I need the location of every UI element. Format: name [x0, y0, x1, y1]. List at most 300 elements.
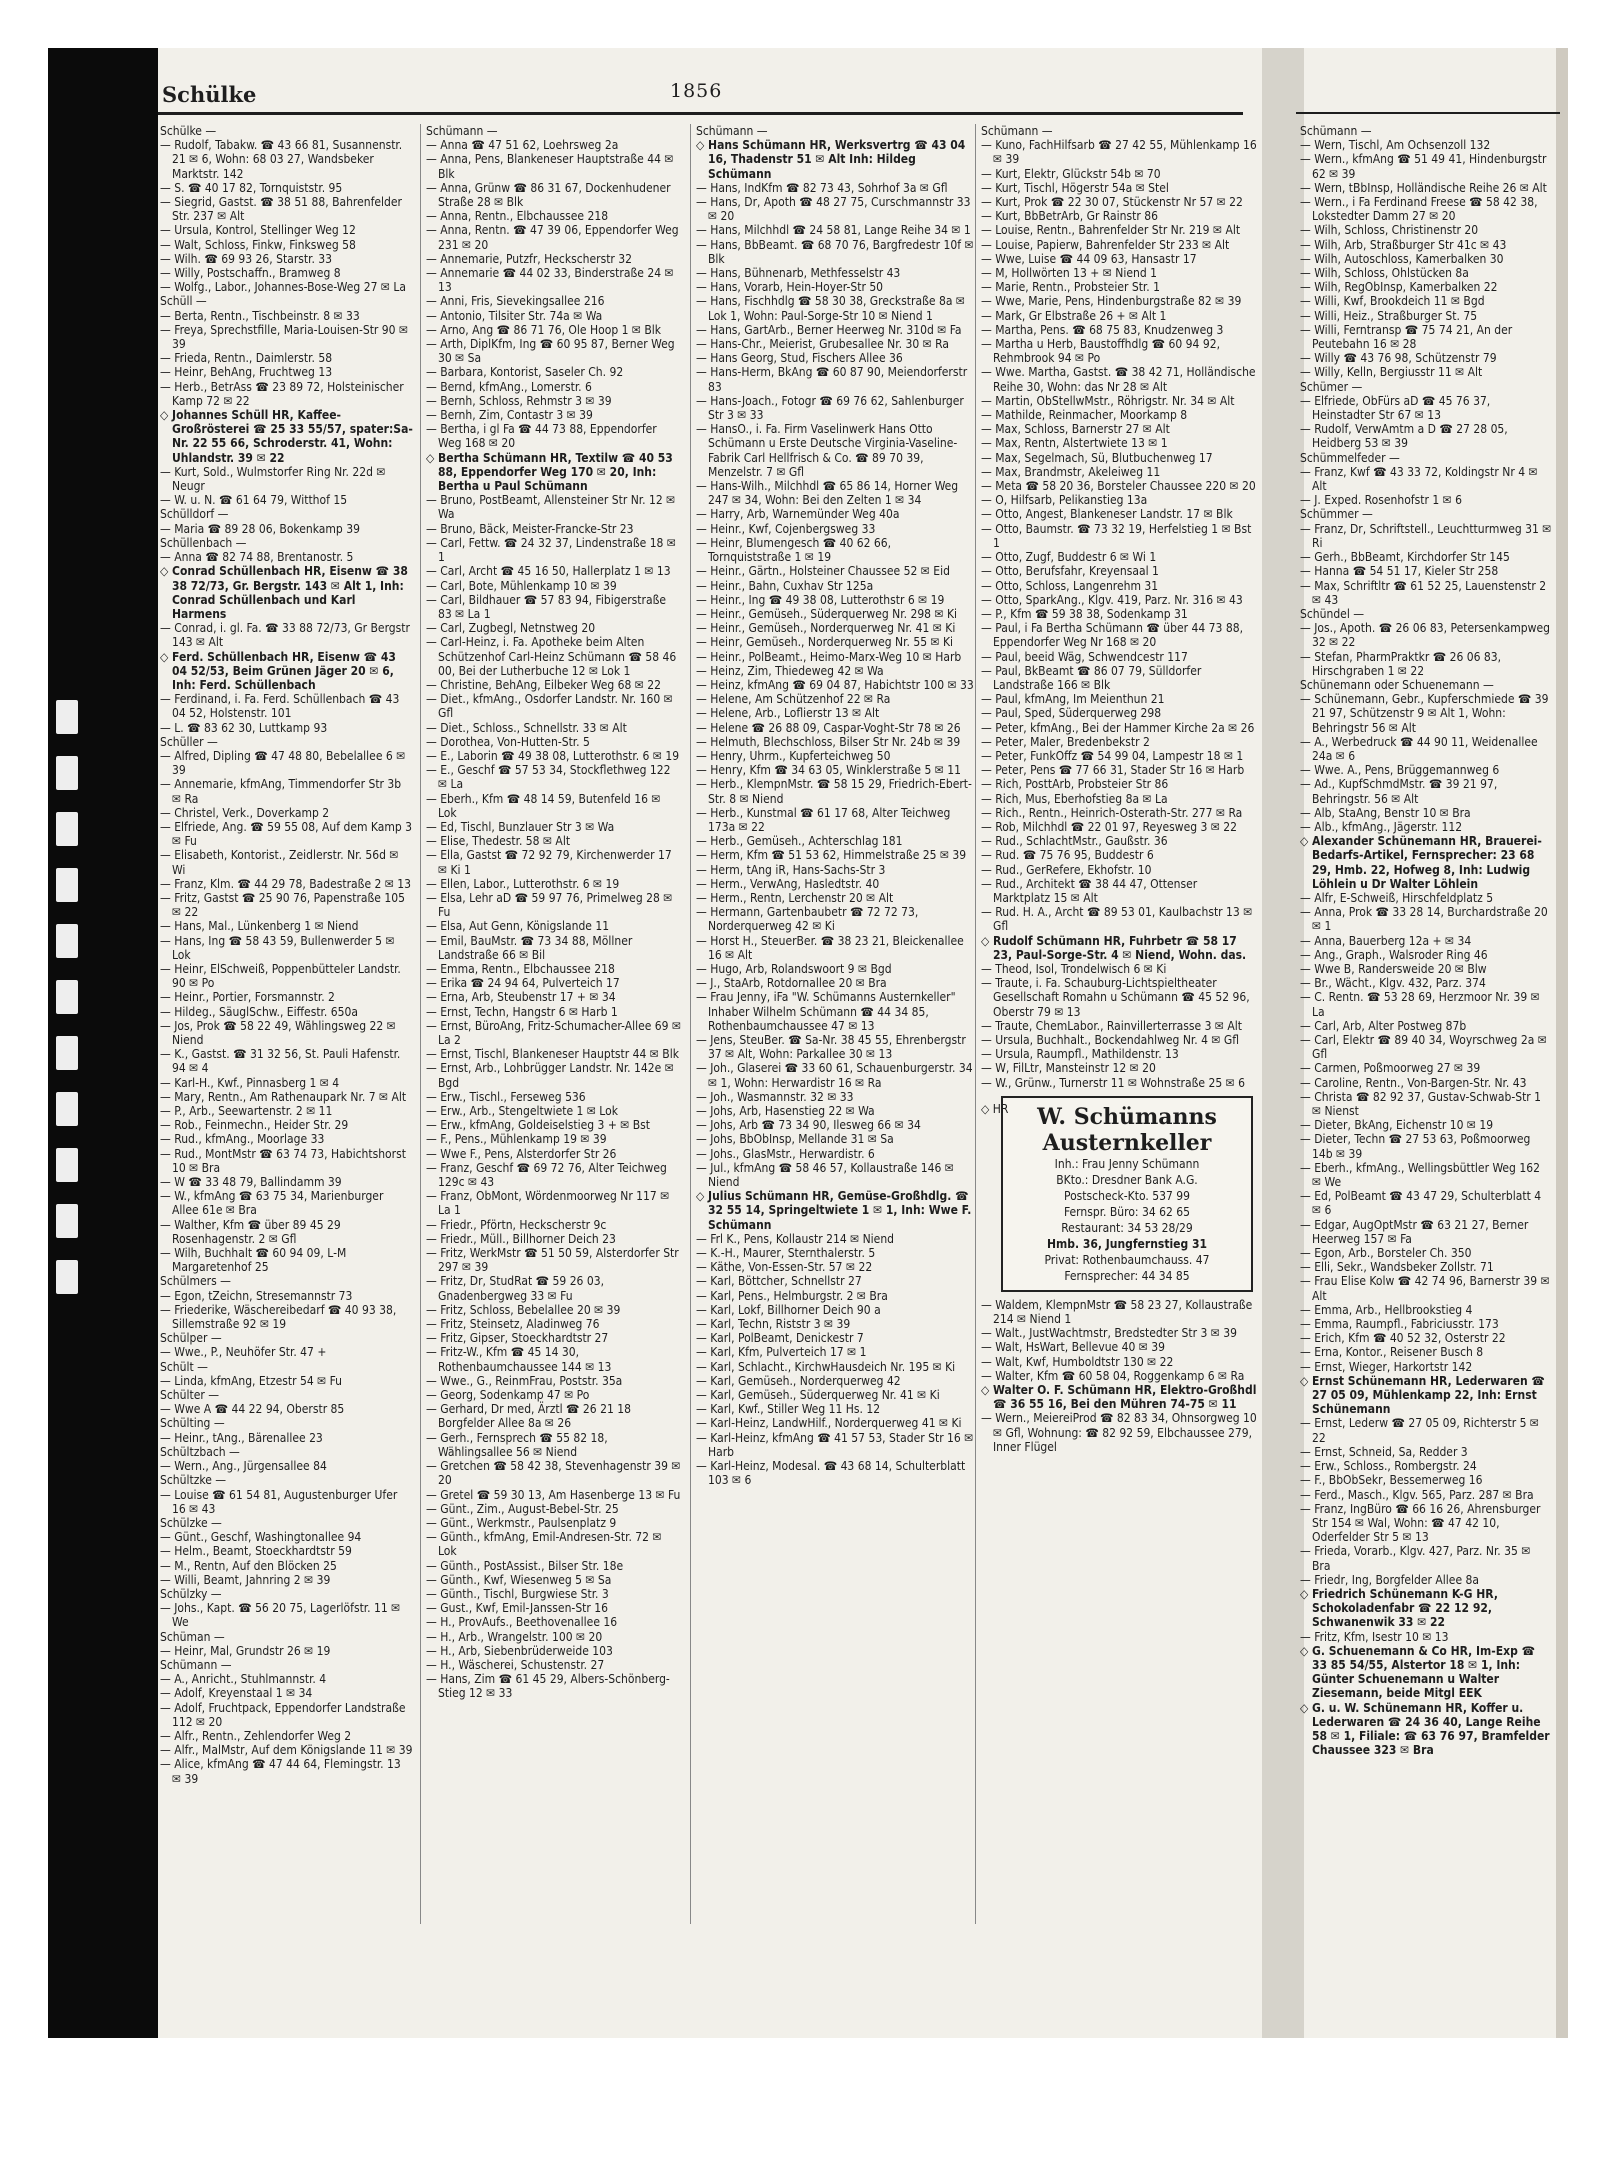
directory-entry: — Bernh, Schloss, Rehmstr 3 ✉ 39 [426, 393, 612, 408]
directory-entry: — Heinr, BehAng, Fruchtweg 13 [160, 365, 333, 380]
directory-entry: — Heinr., Gemüseh., Norderquerweg Nr. 41 ✉ Ki [696, 621, 956, 636]
directory-entry: — Hans, Vorarb, Hein-Hoyer-Str 50 [696, 280, 884, 295]
directory-entry: — Franz, Geschf ☎ 69 72 76, Alter Teichweg 129c ✉ 43 [426, 1160, 667, 1190]
surname-heading: Schümann — [696, 124, 768, 138]
directory-entry: — Anna ☎ 47 51 62, Loehrsweg 2a [426, 138, 619, 153]
directory-entry: — Gerhard, Dr med, Ärztl ☎ 26 21 18 Borgfelder Allee 8a ✉ 26 [426, 1402, 631, 1431]
directory-entry: — Traute, ChemLabor., Rainvillerterrasse 3 ✉ Alt [981, 1018, 1242, 1033]
directory-entry: — Ella, Gastst ☎ 72 92 79, Kirchenwerder 17 ✉ Ki 1 [426, 848, 672, 877]
directory-entry: — Erika ☎ 24 94 64, Pulverteich 17 [426, 976, 620, 991]
directory-entry: — Peter, FunkOffz ☎ 54 99 04, Lampestr 18 ✉ 1 [981, 748, 1244, 763]
directory-entry: — Ernst, Schneid, Sa, Redder 3 [1300, 1444, 1468, 1459]
directory-entry: — Bertha, i gl Fa ☎ 44 73 88, Eppendorfer Weg 168 ✉ 20 [426, 422, 657, 451]
directory-entry: — Paul, Sped, Süderquerweg 298 [981, 706, 1162, 721]
directory-entry: — J. Exped. Rosenhofstr 1 ✉ 6 [1300, 493, 1462, 508]
directory-entry: — Stefan, PharmPraktkr ☎ 26 06 83, Hirschgraben 1 ✉ 22 [1300, 649, 1502, 678]
directory-entry: — Wwe A ☎ 44 22 94, Oberstr 85 [160, 1402, 345, 1417]
surname-heading: Schülper — [160, 1331, 222, 1346]
directory-entry: — Walt, Schloss, Finkw, Finksweg 58 [160, 237, 356, 252]
directory-entry: — Mathilde, Reinmacher, Moorkamp 8 [981, 408, 1188, 423]
directory-entry: — Bruno, Bäck, Meister-Francke-Str 23 [426, 521, 634, 536]
directory-entry: — Günth., Kwf, Wiesenweg 5 ✉ Sa [426, 1572, 612, 1587]
directory-entry: — Edgar, AugOptMstr ☎ 63 21 27, Berner Heerweg 157 ✉ Fa [1300, 1217, 1529, 1246]
ad-line: Restaurant: 34 53 28/29 [1061, 1220, 1193, 1235]
directory-entry: — Franz, ObMont, Wördenmoorweg Nr 117 ✉ La 1 [426, 1189, 670, 1218]
directory-entry: ◇ Ernst Schünemann HR, Lederwaren ☎ 27 05 09, Mühlenkamp 22, Inh: Ernst Schünemann [1300, 1373, 1545, 1417]
directory-entry: — Ernst, Wieger, Harkortstr 142 [1300, 1359, 1473, 1374]
directory-entry: — Willi, Beamt, Jahnring 2 ✉ 39 [160, 1572, 331, 1587]
directory-entry: — Kurt, Elektr, Glückstr 54b ✉ 70 [981, 166, 1161, 181]
directory-entry: — Karl, Kwf., Stiller Weg 11 Hs. 12 [696, 1402, 881, 1417]
directory-entry: — Willi, Heiz., Straßburger St. 75 [1300, 308, 1478, 323]
directory-entry: — Max, Rentn, Alstertwiete 13 ✉ 1 [981, 436, 1168, 451]
directory-entry: — Gust., Kwf, Emil-Janssen-Str 16 [426, 1601, 608, 1616]
directory-entry: — Peter, Maler, Bredenbekstr 2 [981, 734, 1150, 749]
directory-entry: — Rich, PosttArb, Probsteier Str 86 [981, 777, 1169, 792]
directory-entry: ◇ Ferd. Schüllenbach HR, Eisenw ☎ 43 04 52/53, Beim Grünen Jäger 20 ✉ 6, Inh: Ferd. Schüllenbach [160, 649, 396, 692]
ad-line: Fernspr. Büro: 34 62 65 [1063, 1204, 1191, 1219]
directory-entry: — Anna, Bauerberg 12a + ✉ 34 [1300, 933, 1472, 948]
directory-entry: — Antonio, Tilsiter Str. 74a ✉ Wa [426, 308, 603, 323]
surname-heading: Schümmer — [1300, 507, 1373, 522]
surname-heading: Schümann — [160, 1657, 232, 1672]
directory-entry: — Carl, Fettw. ☎ 24 32 37, Lindenstraße 18 ✉ 1 [426, 535, 676, 565]
directory-entry: — Anna, Rentn., Elbchaussee 218 [426, 209, 609, 224]
directory-entry: — Martha u Herb, Baustoffhdlg ☎ 60 94 92, Rehmbrook 94 ✉ Po [981, 337, 1220, 366]
directory-entry: — Otto, Schloss, Langenrehm 31 [981, 578, 1159, 593]
directory-entry: — Hans, BbBeamt. ☎ 68 70 76, Bargfredestr 10f ✉ Blk [696, 237, 974, 266]
directory-entry: — Erna, Kontor., Reisener Busch 8 [1300, 1345, 1484, 1360]
directory-entry: — Linda, kfmAng, Etzestr 54 ✉ Fu [160, 1373, 343, 1388]
directory-column-5 [1300, 124, 1552, 1924]
surname-heading: Schünemann oder Schuenemann — [1300, 677, 1494, 692]
directory-entry: — Erna, Arb, Steubenstr 17 + ✉ 34 [426, 990, 616, 1005]
directory-entry: — Karl, PolBeamt, Denickestr 7 [696, 1331, 864, 1346]
directory-entry: — Eberh., kfmAng., Wellingsbüttler Weg 162 ✉ We [1300, 1160, 1540, 1190]
directory-entry: — Bernd, kfmAng., Lomerstr. 6 [426, 379, 592, 394]
directory-entry: ◇ G. u. W. Schünemann HR, Koffer u. Lederwaren ☎ 24 36 40, Lange Reihe 58 ✉ 1, Filiale: ☎ 63 76 97, Bramfelder Chaussee 323 ✉ Bra [1300, 1700, 1550, 1758]
directory-entry: — Dieter, Techn ☎ 27 53 63, Poßmoorweg 14b ✉ 39 [1300, 1132, 1531, 1161]
directory-entry: — Wern., kfmAng ☎ 51 49 41, Hindenburgstr 62 ✉ 39 [1300, 152, 1547, 181]
directory-entry: — Hans, IndKfm ☎ 82 73 43, Sohrhof 3a ✉ Gfl [696, 180, 948, 195]
directory-entry: — Günt., Werkmstr., Paulsenplatz 9 [426, 1515, 617, 1530]
directory-entry: — Erw., Arb., Stengeltwiete 1 ✉ Lok [426, 1104, 618, 1119]
directory-entry: — E., Laborin ☎ 49 38 08, Lutterothstr. 6 ✉ 19 [426, 748, 680, 763]
directory-entry: — P., Kfm ☎ 59 38 38, Sodenkamp 31 [981, 606, 1188, 621]
directory-entry: — Schünemann, Gebr., Kupferschmiede ☎ 39 21 97, Schützenstr 9 ✉ Alt 1, Wohn: Behringstr 56 ✉ Alt [1300, 692, 1549, 735]
directory-entry: — Johs., GlasMstr., Herwardistr. 6 [696, 1146, 875, 1161]
directory-entry: ◇ Conrad Schüllenbach HR, Eisenw ☎ 38 38 72/73, Gr. Bergstr. 143 ✉ Alt 1, Inh: Conrad Schüllenbach und Karl Harmens [160, 564, 408, 621]
directory-entry: — Joh., Wasmannstr. 32 ✉ 33 [696, 1089, 854, 1104]
directory-entry: — Helene, Arb., Loflierstr 13 ✉ Alt [696, 706, 880, 721]
directory-column-1 [160, 124, 413, 1924]
directory-entry: — Otto, SparkAng., Klgv. 419, Parz. Nr. 316 ✉ 43 [981, 592, 1243, 607]
directory-entry: — Annemarie, Putzfr, Heckscherstr 32 [426, 251, 633, 266]
directory-entry: — Walter, Kfm ☎ 60 58 04, Roggenkamp 6 ✉ Ra [981, 1368, 1245, 1383]
directory-entry: — Rud., SchlachtMstr., Gaußstr. 36 [981, 834, 1168, 849]
directory-entry: — Karl-Heinz, kfmAng ☎ 41 57 53, Stader Str 16 ✉ Harb [696, 1430, 974, 1459]
directory-column-3 [690, 124, 975, 1924]
directory-entry: — Hermann, Gartenbaubetr ☎ 72 72 73, Norderquerweg 42 ✉ Ki [696, 905, 919, 934]
directory-entry: — Peter, kfmAng., Bei der Hammer Kirche 2a ✉ 26 [981, 720, 1255, 735]
directory-entry: — Heinr., Ing ☎ 49 38 08, Lutterothstr 6 ✉ 19 [696, 592, 945, 607]
directory-entry: — Meta ☎ 58 20 36, Borsteler Chaussee 220 ✉ 20 [981, 479, 1256, 494]
directory-entry: — Fritz, Schloss, Bebelallee 20 ✉ 39 [426, 1302, 621, 1317]
directory-entry: — Maria ☎ 89 28 06, Bokenkamp 39 [160, 521, 360, 536]
directory-entry: — Rud. ☎ 75 76 95, Buddestr 6 [981, 848, 1154, 863]
directory-entry: — Karl-H., Kwf., Pinnasberg 1 ✉ 4 [160, 1075, 340, 1090]
directory-entry: — Erw., kfmAng, Goldeiselstieg 3 + ✉ Bst [426, 1118, 651, 1133]
surname-heading: Schümann — [1300, 124, 1372, 138]
directory-entry: — Heinr, Gemüseh., Norderquerweg Nr. 55 ✉ Ki [696, 635, 954, 650]
directory-entry: — Herm., VerwAng, Hasledtstr. 40 [696, 876, 880, 891]
directory-entry: — Georg, Sodenkamp 47 ✉ Po [426, 1388, 590, 1403]
advertisement-box [981, 1096, 1253, 1292]
directory-entry: — Dieter, BkAng, Eichenstr 10 ✉ 19 [1300, 1118, 1494, 1133]
directory-entry: ◇ Hans Schümann HR, Werksvertrg ☎ 43 04 16, Thadenstr 51 ✉ Alt Inh: Hildeg Schümann [696, 138, 966, 181]
directory-entry: — Rud., Architekt ☎ 38 44 47, Ottenser Marktplatz 15 ✉ Alt [981, 876, 1198, 905]
directory-entry: — Heinr., PolBeamt., Heimo-Marx-Weg 10 ✉ Harb [696, 649, 962, 664]
directory-entry: — Marie, Rentn., Probsteier Str. 1 [981, 280, 1160, 295]
surname-heading: Schüll — [160, 294, 207, 309]
directory-entry: — Hans-Herm, BkAng ☎ 60 87 90, Meiendorferstr 83 [696, 365, 968, 394]
directory-entry: — Johs., Kapt. ☎ 56 20 75, Lagerlöfstr. 11 ✉ We [160, 1601, 401, 1630]
directory-entry: — Ferdinand, i. Fa. Ferd. Schüllenbach ☎ 43 04 52, Holstenstr. 101 [160, 692, 400, 721]
directory-entry: — Ellen, Labor., Lutterothstr. 6 ✉ 19 [426, 876, 620, 891]
directory-entry: — Friedr., Müll., Billhorner Deich 23 [426, 1231, 616, 1246]
ad-marker: ◇ HR [981, 1101, 1009, 1116]
directory-entry: — Rud. H. A., Archt ☎ 89 53 01, Kaulbachstr 13 ✉ Gfl [981, 905, 1253, 934]
directory-entry: — Ursula, Buchhalt., Bockendahlweg Nr. 4 ✉ Gfl [981, 1033, 1240, 1047]
directory-entry: — Adolf, Kreyenstaal 1 ✉ 34 [160, 1686, 313, 1701]
directory-entry: — Egon, tZeichn, Stresemannstr 73 [160, 1288, 353, 1303]
directory-entry: — Rudolf, Tabakw. ☎ 43 66 81, Susannenstr. 21 ✉ 6, Wohn: 68 03 27, Wandsbeker Marktstr. 142 [160, 138, 403, 181]
directory-entry: — Paul, kfmAng, Im Meienthun 21 [981, 692, 1165, 707]
directory-entry: — Hans, Milchhdl ☎ 24 58 81, Lange Reihe 34 ✉ 1 [696, 223, 971, 238]
directory-entry: — Johs, BbObInsp, Mellande 31 ✉ Sa [696, 1132, 894, 1147]
surname-heading: Schümmelfeder — [1300, 450, 1400, 465]
directory-entry: — Anna, Grünw ☎ 86 31 67, Dockenhudener Straße 28 ✉ Blk [426, 180, 671, 210]
directory-entry: — Ferd., Masch., Klgv. 565, Parz. 287 ✉ Bra [1300, 1487, 1534, 1502]
directory-entry: — Alb, StaAng, Benstr 10 ✉ Bra [1300, 805, 1471, 820]
directory-entry: — Annemarie, kfmAng, Timmendorfer Str 3b ✉ Ra [160, 777, 402, 806]
directory-entry: — Diet., kfmAng., Osdorfer Landstr. Nr. 160 ✉ Gfl [426, 692, 673, 721]
directory-entry: — Louise, Papierw, Bahrenfelder Str 233 ✉ Alt [981, 237, 1230, 252]
directory-entry: — Hans-Wilh., Milchhdl ☎ 65 86 14, Horner Weg 247 ✉ 34, Wohn: Bei den Zelten 1 ✉ 34 [696, 479, 959, 508]
directory-entry: — Rud., GerRefere, Ekhofstr. 10 [981, 862, 1152, 877]
directory-entry: — Hans, Zim ☎ 61 45 29, Albers-Schönberg-Stieg 12 ✉ 33 [426, 1672, 670, 1701]
directory-entry: — Paul, BkBeamt ☎ 86 07 79, Sülldorfer Landstraße 166 ✉ Blk [981, 663, 1202, 692]
directory-entry: — Kuno, FachHilfsarb ☎ 27 42 55, Mühlenkamp 16 ✉ 39 [981, 138, 1257, 167]
directory-entry: — Christel, Verk., Doverkamp 2 [160, 805, 330, 820]
directory-entry: — Erich, Kfm ☎ 40 52 32, Osterstr 22 [1300, 1331, 1506, 1346]
directory-entry: — Dorothea, Von-Hutten-Str. 5 [426, 734, 590, 749]
directory-entry: — Walt, HsWart, Bellevue 40 ✉ 39 [981, 1340, 1165, 1355]
directory-entry: — F., Pens., Mühlenkamp 19 ✉ 39 [426, 1132, 607, 1147]
page-number: 1856 [670, 80, 723, 102]
directory-entry: — Max, Segelmach, Sü, Blutbuchenweg 17 [981, 450, 1213, 465]
directory-entry: — Walther, Kfm ☎ über 89 45 29 Rosenhagenstr. 2 ✉ Gfl [160, 1217, 341, 1246]
directory-entry: — Karl, Schlacht., KirchwHausdeich Nr. 195 ✉ Ki [696, 1359, 956, 1374]
directory-entry: — Emma, Rentn., Elbchaussee 218 [426, 961, 615, 976]
running-head: Schülke [162, 82, 257, 107]
directory-entry: — Carl, Zugbegl, Netnstweg 20 [426, 621, 596, 636]
directory-entry: — Kurt, BbBetrArb, Gr Rainstr 86 [981, 209, 1158, 224]
directory-entry: — Barbara, Kontorist, Saseler Ch. 92 [426, 365, 624, 380]
directory-entry: — Berta, Rentn., Tischbeinstr. 8 ✉ 33 [160, 308, 360, 323]
directory-entry: — Elisabeth, Kontorist., Zeidlerstr. Nr. 56d ✉ Wi [160, 848, 399, 877]
directory-entry: — Wwe. A., Pens, Brüggemannweg 6 [1300, 763, 1500, 778]
directory-entry: — Gerh., Fernsprech ☎ 55 82 18, Wählingsallee 56 ✉ Niend [426, 1430, 608, 1459]
directory-entry: — Diet., Schloss., Schnellstr. 33 ✉ Alt [426, 720, 627, 735]
directory-entry: — Bruno, PostBeamt, Allensteiner Str Nr. 12 ✉ Wa [426, 493, 676, 522]
directory-entry: — Günth., Tischl, Burgwiese Str. 3 [426, 1586, 609, 1601]
directory-entry: — Emma, Raumpfl., Fabriciusstr. 173 [1300, 1317, 1499, 1332]
directory-entry: — Annemarie ☎ 44 02 33, Binderstraße 24 ✉ 13 [426, 266, 674, 295]
directory-entry: — Rich, Mus, Eberhofstieg 8a ✉ La [981, 791, 1168, 806]
directory-entry: — Karl-Heinz, LandwHilf., Norderquerweg 41 ✉ Ki [696, 1416, 962, 1431]
page-header [158, 78, 1248, 116]
directory-entry: — Willy, Postschaffn., Bramweg 8 [160, 266, 341, 281]
directory-entry: — Jens, SteuBer. ☎ Sa-Nr. 38 45 55, Ehrenbergstr 37 ✉ Alt, Wohn: Parkallee 30 ✉ 13 [696, 1033, 966, 1062]
directory-entry: — Ernst, Arb., Lohbrügger Landstr. Nr. 142e ✉ Bgd [426, 1061, 674, 1090]
directory-entry: — Max, Brandmstr, Akeleiweg 11 [981, 464, 1161, 479]
directory-entry: — Ernst, BüroAng, Fritz-Schumacher-Allee 69 ✉ La 2 [426, 1018, 681, 1047]
directory-entry: — Hildeg., SäuglSchw., Eiffestr. 650a [160, 1004, 358, 1019]
directory-entry: — Heinr, Mal, Grundstr 26 ✉ 19 [160, 1643, 331, 1658]
directory-entry: — Carmen, Poßmoorweg 27 ✉ 39 [1300, 1061, 1481, 1076]
directory-entry: — Hans Georg, Stud, Fischers Allee 36 [696, 351, 903, 366]
directory-entry: — Christine, BehAng, Eilbeker Weg 68 ✉ 22 [426, 677, 662, 692]
directory-entry: — Rob, Milchhdl ☎ 22 01 97, Reyesweg 3 ✉ 22 [981, 819, 1238, 834]
directory-entry: — Elise, Thedestr. 58 ✉ Alt [426, 834, 571, 849]
directory-entry: — Paul, beeid Wäg, Schwendcestr 117 [981, 649, 1188, 664]
directory-entry: — H., Wäscherei, Schustenstr. 27 [426, 1657, 605, 1672]
surname-heading: Schült — [160, 1359, 208, 1374]
directory-entry: — Fritz, Dr, StudRat ☎ 59 26 03, Gnadenbergweg 33 ✉ Fu [426, 1274, 605, 1303]
directory-entry: — Gretchen ☎ 58 42 38, Stevenhagenstr 39 ✉ 20 [426, 1459, 681, 1488]
directory-entry: — Siegrid, Gastst. ☎ 38 51 88, Bahrenfelder Str. 237 ✉ Alt [160, 195, 402, 224]
directory-entry: — Günth., PostAssist., Bilser Str. 18e [426, 1558, 624, 1573]
directory-entry: — Kurt, Tischl, Högerstr 54a ✉ Stel [981, 180, 1169, 195]
directory-entry: — Karl, Kfm, Pulverteich 17 ✉ 1 [696, 1345, 867, 1360]
directory-entry: — Karl, Gemüseh., Süderquerweg Nr. 41 ✉ Ki [696, 1388, 940, 1403]
directory-entry: — Waldem, KlempnMstr ☎ 58 23 27, Kollaustraße 214 ✉ Niend 1 [981, 1297, 1253, 1327]
directory-entry: — Ernst, Lederw ☎ 27 05 09, Richterstr 5 ✉ 22 [1300, 1416, 1539, 1445]
directory-entry: — Wilh, Schloss, Christinenstr 20 [1300, 223, 1479, 238]
directory-entry: — Karl, Techn, Riststr 3 ✉ 39 [696, 1317, 851, 1332]
directory-entry: — Karl, Pens., Helmburgstr. 2 ✉ Bra [696, 1288, 888, 1303]
directory-entry: — Karl, Gemüseh., Norderquerweg 42 [696, 1373, 901, 1388]
directory-entry: — H., Arb., Wrangelstr. 100 ✉ 20 [426, 1629, 603, 1644]
directory-entry: — Fritz, Kfm, Isestr 10 ✉ 13 [1300, 1629, 1449, 1644]
directory-entry: — Käthe, Von-Essen-Str. 57 ✉ 22 [696, 1260, 873, 1275]
directory-entry: — W. u. N. ☎ 61 64 79, Witthof 15 [160, 493, 348, 508]
ad-line: Privat: Rothenbaumchauss. 47 [1044, 1252, 1210, 1267]
directory-entry: — Caroline, Rentn., Von-Bargen-Str. Nr. 43 [1300, 1075, 1527, 1090]
directory-entry: — Wwe., P., Neuhöfer Str. 47 + [160, 1345, 327, 1360]
surname-heading: Schültzbach — [160, 1444, 240, 1459]
directory-entry: — E., Geschf ☎ 57 53 34, Stockflethweg 122 ✉ La [426, 763, 671, 792]
directory-entry: — Carl, Elektr ☎ 89 40 34, Woyrschweg 2a ✉ Gfl [1300, 1033, 1547, 1062]
directory-entry: — Carl, Bildhauer ☎ 57 83 94, Fibigerstraße 83 ✉ La 1 [426, 592, 667, 621]
surname-heading: Schündel — [1300, 606, 1365, 621]
directory-entry: — Freya, Sprechstfille, Maria-Louisen-Str 90 ✉ 39 [160, 322, 408, 352]
binding-marks [56, 700, 82, 1500]
directory-entry: — Anni, Fris, Sievekingsallee 216 [426, 294, 605, 309]
surname-heading: Schülting — [160, 1416, 225, 1431]
directory-entry: — Wwe. Martha, Gastst. ☎ 38 42 71, Holländische Reihe 30, Wohn: das Nr 28 ✉ Alt [981, 365, 1256, 394]
directory-entry: — Carl, Bote, Mühlenkamp 10 ✉ 39 [426, 578, 617, 593]
directory-entry: — Wilh, Autoschloss, Kamerbalken 30 [1300, 251, 1504, 266]
directory-entry: — Heinr, ElSchweiß, Poppenbütteler Landstr. 90 ✉ Po [160, 961, 401, 991]
directory-entry: — Wern, tBbInsp, Holländische Reihe 26 ✉ Alt [1300, 180, 1547, 195]
directory-entry: — Carl, Archt ☎ 45 16 50, Hallerplatz 1 ✉ 13 [426, 564, 671, 579]
directory-entry: — Herb., Gemüseh., Achterschlag 181 [696, 834, 903, 849]
directory-entry: — Günt., Geschf, Washingtonallee 94 [160, 1530, 362, 1545]
directory-entry: — Jul., kfmAng ☎ 58 46 57, Kollaustraße 146 ✉ Niend [696, 1160, 954, 1190]
directory-entry: ◇ Rudolf Schümann HR, Fuhrbetr ☎ 58 17 23, Paul-Sorge-Str. 4 ✉ Niend, Wohn. das. [981, 933, 1247, 962]
directory-entry: — Friedr, Ing, Borgfelder Allee 8a [1300, 1572, 1480, 1587]
directory-entry: ◇ Bertha Schümann HR, Textilw ☎ 40 53 88, Eppendorfer Weg 170 ✉ 20, Inh: Bertha u Paul Schümann [426, 450, 673, 494]
directory-entry: — Egon, Arb., Borsteler Ch. 350 [1300, 1246, 1472, 1261]
directory-entry: — Helene ☎ 26 88 09, Caspar-Voght-Str 78 ✉ 26 [696, 720, 961, 735]
directory-column-2 [420, 124, 682, 1924]
directory-entry: — Herm, Kfm ☎ 51 53 62, Himmelstraße 25 ✉ 39 [696, 848, 967, 863]
ad-title: W. Schümanns [1037, 1103, 1217, 1130]
directory-entry: — Franz, Kwf ☎ 43 33 72, Koldingstr Nr 4 ✉ Alt [1300, 464, 1538, 494]
directory-entry: — Ed, Tischl, Bunzlauer Str 3 ✉ Wa [426, 819, 615, 834]
directory-entry: — Heinr., Gemüseh., Süderquerweg Nr. 298 ✉ Ki [696, 606, 958, 621]
directory-entry: — Jos, Prok ☎ 58 22 49, Wählingsweg 22 ✉ Niend [160, 1018, 396, 1047]
directory-entry: — Herm., Rentn, Lerchenstr 20 ✉ Alt [696, 890, 894, 905]
directory-entry: — Ang., Graph., Walsroder Ring 46 [1300, 947, 1488, 962]
directory-entry: — Anna ☎ 82 74 88, Brentanostr. 5 [160, 550, 354, 565]
directory-entry: — Franz, Dr, Schriftstell., Leuchtturmweg 31 ✉ Ri [1300, 521, 1552, 550]
directory-entry: — Hans, Dr, Apoth ☎ 48 27 75, Curschmannstr 33 ✉ 20 [696, 195, 971, 224]
directory-entry: — Wern., i Fa Ferdinand Freese ☎ 58 42 38, Lokstedter Damm 27 ✉ 20 [1300, 195, 1538, 224]
surname-heading: Schülmers — [160, 1274, 231, 1289]
directory-entry: — Walt, Kwf, Humboldtstr 130 ✉ 22 [981, 1354, 1174, 1369]
ad-line: Postscheck-Kto. 537 99 [1064, 1188, 1190, 1203]
directory-entry: — F., BbObSekr, Bessemerweg 16 [1300, 1473, 1483, 1488]
directory-entry: — Anna, Pens, Blankeneser Hauptstraße 44 ✉ Blk [426, 152, 674, 181]
directory-entry: — Alfr., Rentn., Zehlendorfer Weg 2 [160, 1728, 352, 1743]
directory-entry: — Otto, Baumstr. ☎ 73 32 19, Herfelstieg 1 ✉ Bst 1 [981, 521, 1252, 550]
directory-entry: — Johs, Arb ☎ 73 34 90, Ilesweg 66 ✉ 34 [696, 1118, 921, 1133]
directory-entry: — Max, Schloss, Barnerstr 27 ✉ Alt [981, 422, 1170, 437]
directory-entry: — Hans-Chr., Meierist, Grubesallee Nr. 30 ✉ Ra [696, 337, 949, 352]
directory-entry: — Rob., Feinmechn., Heider Str. 29 [160, 1118, 349, 1133]
surname-heading: Schültzke — [160, 1473, 227, 1488]
directory-entry: — Bernh, Zim, Contastr 3 ✉ 39 [426, 408, 593, 423]
directory-entry: — Erw., Schloss., Rombergstr. 24 [1300, 1459, 1477, 1474]
directory-entry: — Jos., Apoth. ☎ 26 06 83, Petersenkampweg 32 ✉ 22 [1300, 621, 1550, 650]
directory-entry: — Fritz, Gastst ☎ 25 90 76, Papenstraße 105 ✉ 22 [160, 890, 405, 920]
directory-entry: — C. Rentn. ☎ 53 28 69, Herzmoor Nr. 39 ✉ La [1300, 990, 1540, 1019]
directory-entry: — Otto, Zugf, Buddestr 6 ✉ Wi 1 [981, 550, 1157, 565]
surname-heading: Schülter — [160, 1388, 220, 1403]
directory-entry: — Wern., Ang., Jürgensallee 84 [160, 1459, 327, 1474]
directory-entry: — Herb., Kunstmal ☎ 61 17 68, Alter Teichweg 173a ✉ 22 [696, 805, 951, 834]
directory-entry: — Ed, PolBeamt ☎ 43 47 29, Schulterblatt 4 ✉ 6 [1300, 1189, 1542, 1218]
directory-entry: — Wwe B, Randersweide 20 ✉ Blw [1300, 961, 1487, 976]
directory-entry: — Wilh, Buchhalt ☎ 60 94 09, L-M Margaretenhof 25 [160, 1246, 347, 1275]
directory-entry: — Herb., BetrAss ☎ 23 89 72, Holsteinischer Kamp 72 ✉ 22 [160, 379, 404, 408]
directory-entry: — Wilh, Schloss, Ohlstücken 8a [1300, 266, 1469, 281]
directory-entry: — Martha, Pens. ☎ 68 75 83, Knudzenweg 3 [981, 322, 1224, 337]
directory-entry: — Helmuth, Blechschloss, Bilser Str Nr. 24b ✉ 39 [696, 734, 961, 749]
directory-entry: ◇ Walter O. F. Schümann HR, Elektro-Großhdl ☎ 36 55 16, Bei den Mühren 74-75 ✉ 11 [981, 1383, 1257, 1412]
directory-entry: — Herb., KlempnMstr. ☎ 58 15 29, Friedrich-Ebert-Str. 8 ✉ Niend [696, 777, 972, 806]
directory-entry: — Louise ☎ 61 54 81, Augustenburger Ufer 16 ✉ 43 [160, 1487, 398, 1516]
surname-heading: Schülke — [160, 124, 217, 138]
directory-entry: — Louise, Rentn., Bahrenfelder Str Nr. 219 ✉ Alt [981, 223, 1241, 238]
directory-entry: — Helene, Am Schützenhof 22 ✉ Ra [696, 692, 891, 707]
directory-entry: — Fritz, Steinsetz, Aladinweg 76 [426, 1317, 600, 1332]
directory-entry: — Elfriede, Ang. ☎ 59 55 08, Auf dem Kamp 3 ✉ Fu [160, 819, 413, 849]
ad-line: BKto.: Dresdner Bank A.G. [1056, 1172, 1198, 1187]
directory-entry: — O, Hilfsarb, Pelikanstieg 13a [981, 493, 1148, 508]
directory-entry: — Karl-Heinz, Modesal. ☎ 43 68 14, Schulterblatt 103 ✉ 6 [696, 1459, 966, 1488]
directory-entry: — Hanna ☎ 54 51 17, Kieler Str 258 [1300, 564, 1499, 579]
directory-entry: — Frieda, Vorarb., Klgv. 427, Parz. Nr. 35 ✉ Bra [1300, 1544, 1531, 1573]
directory-entry: — Fritz-W., Kfm ☎ 45 14 30, Rothenbaumchaussee 144 ✉ 13 [426, 1345, 612, 1374]
directory-entry: — Alfred, Dipling ☎ 47 48 80, Bebelallee 6 ✉ 39 [160, 748, 406, 778]
surname-heading: Schümann — [426, 124, 498, 138]
directory-entry: — J., StaArb, Rotdornallee 20 ✉ Bra [696, 976, 887, 991]
directory-entry: — Carl-Heinz, i. Fa. Apotheke beim Alten Schützenhof Carl-Heinz Schümann ☎ 58 46 00, Bei der Lutherbuche 12 ✉ Lok 1 [426, 635, 677, 678]
directory-entry: — S. ☎ 40 17 82, Tornquiststr. 95 [160, 180, 343, 195]
directory-entry: — Hans, Bühnenarb, Methfesselstr 43 [696, 266, 901, 281]
directory-entry: — Emil, BauMstr. ☎ 73 34 88, Möllner Landstraße 66 ✉ Bil [426, 933, 633, 962]
directory-entry: — Mark, Gr Elbstraße 26 + ✉ Alt 1 [981, 308, 1167, 323]
directory-entry: — P., Arb., Seewartenstr. 2 ✉ 11 [160, 1104, 333, 1119]
directory-entry: — Heinr., Portier, Forsmannstr. 2 [160, 990, 335, 1005]
directory-entry: — Johs, Arb, Hasenstieg 22 ✉ Wa [696, 1104, 875, 1119]
directory-entry: — Elli, Sekr., Wandsbeker Zollstr. 71 [1300, 1260, 1494, 1275]
directory-entry: — Eberh., Kfm ☎ 48 14 59, Butenfeld 16 ✉ Lok [426, 791, 661, 820]
directory-entry: — A., Werbedruck ☎ 44 90 11, Weidenallee 24a ✉ 6 [1300, 734, 1538, 763]
directory-entry: — W ☎ 33 48 79, Ballindamm 39 [160, 1175, 342, 1190]
directory-entry: — Herm, tAng iR, Hans-Sachs-Str 3 [696, 862, 886, 877]
directory-entry: — Elsa, Lehr aD ☎ 59 97 76, Primelweg 28 ✉ Fu [426, 890, 673, 920]
surname-heading: Schüman — [160, 1629, 225, 1644]
directory-entry: — Martin, ObStellwMstr., Röhrigstr. Nr. 34 ✉ Alt [981, 393, 1235, 408]
directory-entry: — Wwe, Marie, Pens, Hindenburgstraße 82 ✉ 39 [981, 294, 1242, 309]
directory-entry: — Fritz, WerkMstr ☎ 51 50 59, Alsterdorfer Str 297 ✉ 39 [426, 1246, 679, 1275]
directory-entry: — Heinr., tAng., Bärenallee 23 [160, 1430, 323, 1445]
directory-entry: — Rud., kfmAng., Moorlage 33 [160, 1132, 325, 1147]
directory-entry: — Max, Schriftltr ☎ 61 52 25, Lauenstenstr 2 ✉ 43 [1300, 578, 1547, 607]
directory-entry: ◇ Julius Schümann HR, Gemüse-Großhdlg. ☎ 32 55 14, Springeltwiete 1 ✉ 1, Inh: Wwe F. Schümann [696, 1189, 972, 1232]
directory-entry: — Ursula, Raumpfl., Mathildenstr. 13 [981, 1047, 1179, 1062]
directory-entry: — Hans, GartArb., Berner Heerweg Nr. 310d ✉ Fa [696, 322, 962, 337]
header-rule-right [1296, 112, 1560, 114]
directory-entry: — L. ☎ 83 62 30, Luttkamp 93 [160, 720, 328, 735]
directory-entry: — Heinr, Blumengesch ☎ 40 62 66, Tornquiststraße 1 ✉ 19 [696, 535, 892, 565]
directory-entry: — W., Grünw., Turnerstr 11 ✉ Wohnstraße 25 ✉ 6 [981, 1075, 1245, 1090]
directory-entry: — Henry, Uhrm., Kupferteichweg 50 [696, 748, 891, 763]
directory-entry: — Elfriede, ObFürs aD ☎ 45 76 37, Heinstadter Str 67 ✉ 13 [1300, 393, 1491, 423]
directory-entry: — Christa ☎ 82 92 37, Gustav-Schwab-Str 1 ✉ Nienst [1300, 1089, 1542, 1119]
ad-line: Hmb. 36, Jungfernstieg 31 [1046, 1236, 1208, 1251]
directory-entry: — Carl, Arb, Alter Postweg 87b [1300, 1018, 1467, 1033]
directory-entry: — Frau Elise Kolw ☎ 42 74 96, Barnerstr 39 ✉ Alt [1300, 1274, 1550, 1303]
directory-entry: — Arno, Ang ☎ 86 71 76, Ole Hoop 1 ✉ Blk [426, 322, 662, 337]
directory-entry: — Rudolf, VerwAmtm a D ☎ 27 28 05, Heidberg 53 ✉ 39 [1300, 422, 1508, 451]
directory-entry: — Joh., Glaserei ☎ 33 60 61, Schauenburgerstr. 34 ✉ 1, Wohn: Herwardistr 16 ✉ Ra [696, 1061, 973, 1090]
